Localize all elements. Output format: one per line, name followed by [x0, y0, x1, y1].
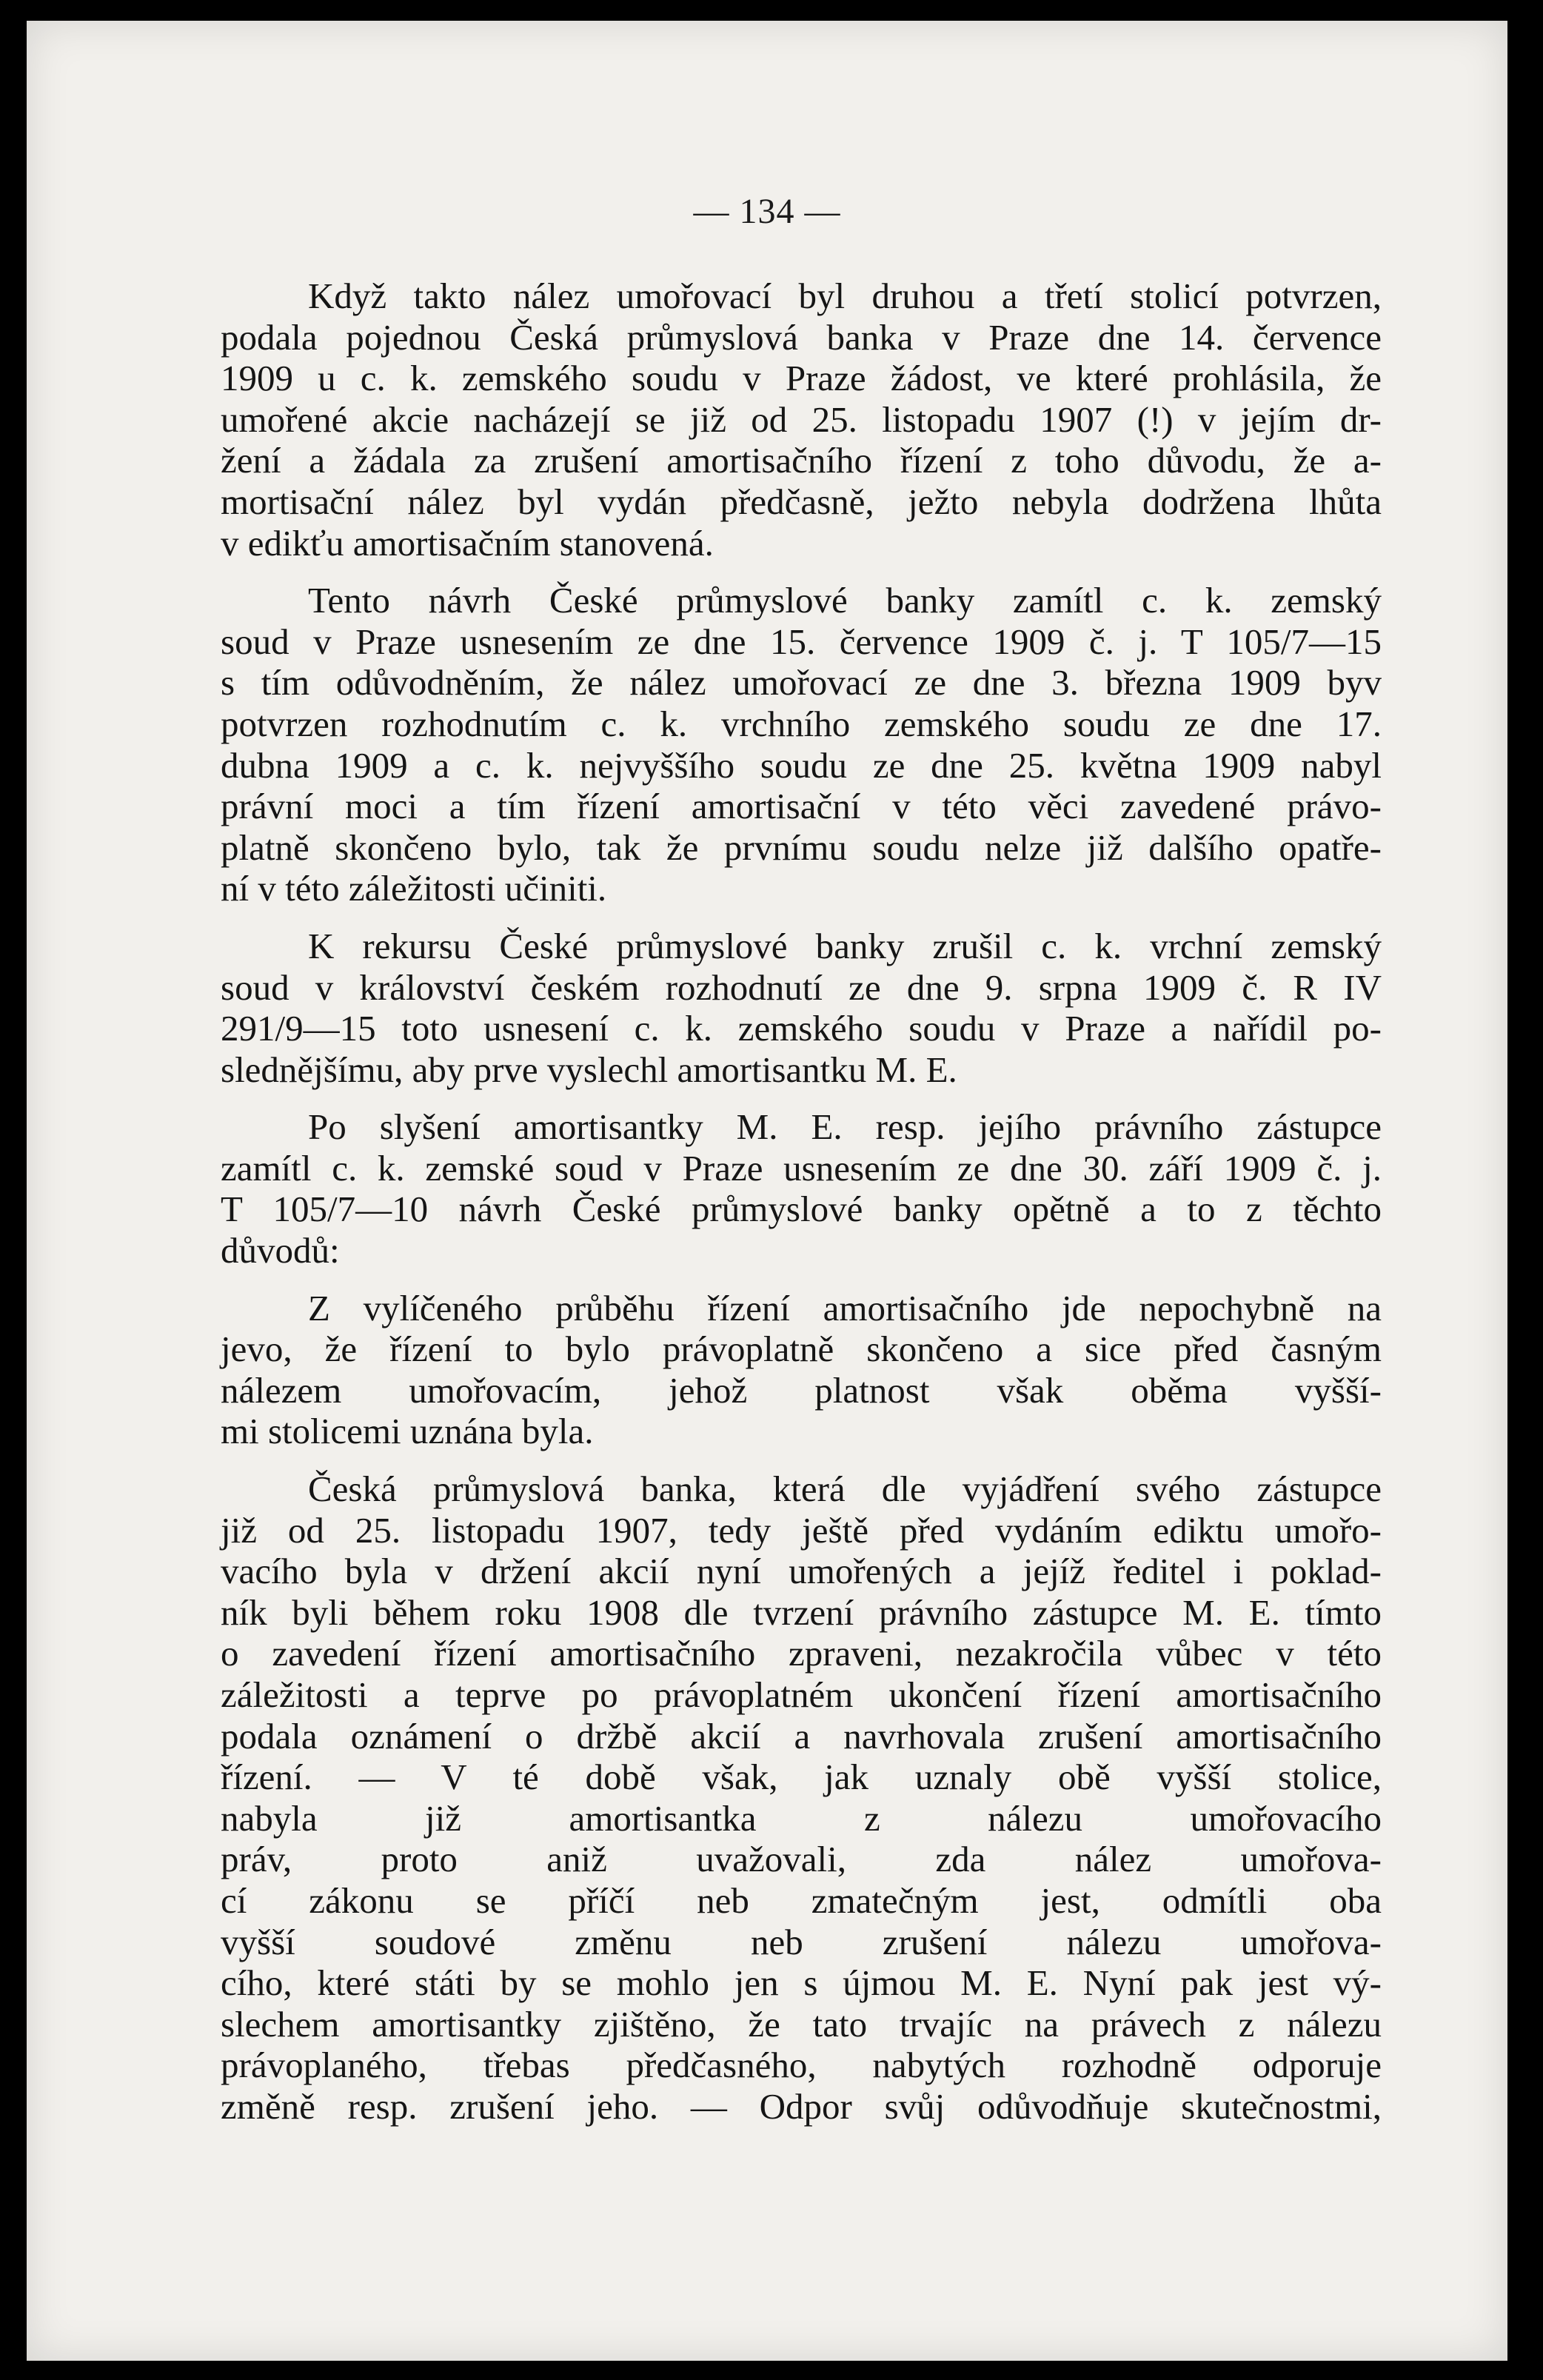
- text-line: důvodů:: [221, 1230, 340, 1271]
- book-page: [27, 21, 1507, 2361]
- text-line: vacího byla v držení akcií nyní umořených a jejíž ředitel i poklad-: [221, 1551, 1382, 1592]
- paragraph-gap: [221, 564, 1382, 580]
- text-line: mortisační nález byl vydán předčasně, ježto nebyla dodržena lhůta: [221, 481, 1382, 522]
- text-line: soud v Praze usnesením ze dne 15. července 1909 č. j. T 105/7—15: [221, 621, 1382, 662]
- text-line: umořené akcie nacházejí se již od 25. listopadu 1907 (!) v jejím dr-: [221, 398, 1382, 440]
- page-number: — 134 —: [693, 192, 841, 231]
- text-line: cího, které státi by se mohlo jen s újmou M. E. Nyní pak jest vý-: [221, 1962, 1382, 2004]
- text-line: nálezem umořovacím, jehož platnost však oběma vyšší-: [221, 1369, 1382, 1411]
- text-line: Když takto nález umořovací byl druhou a třetí stolicí potvrzen,: [308, 275, 1382, 316]
- text-line: dubna 1909 a c. k. nejvyššího soudu ze dne 25. května 1909 nabyl: [221, 744, 1382, 786]
- text-line: změně resp. zrušení jeho. — Odpor svůj odůvodňuje skutečnostmi,: [221, 2085, 1382, 2127]
- text-line: v edikťu amortisačním stanovená.: [221, 522, 714, 564]
- text-line: jevo, že řízení to bylo právoplatně skončeno a sice před časným: [221, 1328, 1382, 1370]
- text-line: slednějšímu, aby prve vyslechl amortisantku M. E.: [221, 1049, 957, 1090]
- text-line: soud v království českém rozhodnutí ze dne 9. srpna 1909 č. R IV: [221, 966, 1382, 1008]
- text-line: T 105/7—10 návrh České průmyslové banky opětně a to z těchto: [221, 1189, 1382, 1230]
- text-line: ník byli během roku 1908 dle tvrzení právního zástupce M. E. tímto: [221, 1591, 1382, 1633]
- paragraph-gap: [221, 1271, 1382, 1288]
- text-line: Tento návrh České průmyslové banky zamítl c. k. zemský: [308, 580, 1382, 621]
- text-line: Po slyšení amortisantky M. E. resp. jejího právního zástupce: [308, 1106, 1382, 1148]
- text-line: ní v této záležitosti učiniti.: [221, 868, 607, 909]
- text-line: podala oznámení o držbě akcií a navrhovala zrušení amortisačního: [221, 1715, 1382, 1756]
- text-line: 1909 u c. k. zemského soudu v Praze žádost, ve které prohlásila, že: [221, 358, 1382, 399]
- text-line: slechem amortisantky zjištěno, že tato trvajíc na právech z nálezu: [221, 2003, 1382, 2045]
- text-line: potvrzen rozhodnutím c. k. vrchního zemského soudu ze dne 17.: [221, 703, 1382, 744]
- paragraph-gap: [221, 909, 1382, 926]
- text-line: Česká průmyslová banka, která dle vyjádření svého zástupce: [308, 1468, 1382, 1510]
- paragraph-gap: [221, 1452, 1382, 1468]
- text-line: s tím odůvodněním, že nález umořovací ze dne 3. března 1909 byv: [221, 662, 1382, 703]
- text-line: cí zákonu se příčí neb zmatečným jest, odmítli oba: [221, 1879, 1382, 1921]
- text-line: řízení. — V té době však, jak uznaly obě vyšší stolice,: [221, 1756, 1382, 1798]
- text-line: platně skončeno bylo, tak že prvnímu soudu nelze již dalšího opatře-: [221, 826, 1382, 868]
- text-line: záležitosti a teprve po právoplatném ukončení řízení amortisačního: [221, 1674, 1382, 1715]
- text-line: nabyla již amortisantka z nálezu umořovacího: [221, 1797, 1382, 1839]
- text-line: žení a žádala za zrušení amortisačního řízení z toho důvodu, že a-: [221, 440, 1382, 481]
- text-line: podala pojednou Česká průmyslová banka v Praze dne 14. července: [221, 316, 1382, 358]
- body-text: [221, 275, 1382, 2127]
- text-line: o zavedení řízení amortisačního zpraveni, nezakročila vůbec v této: [221, 1633, 1382, 1674]
- text-line: zamítl c. k. zemské soud v Praze usnesením ze dne 30. září 1909 č. j.: [221, 1147, 1382, 1189]
- text-line: vyšší soudové změnu neb zrušení nálezu umořova-: [221, 1921, 1382, 1962]
- text-line: právní moci a tím řízení amortisační v této věci zavedené právo-: [221, 786, 1382, 827]
- text-line: K rekursu České průmyslové banky zrušil c. k. vrchní zemský: [308, 925, 1382, 966]
- text-line: práv, proto aniž uvažovali, zda nález umořova-: [221, 1839, 1382, 1880]
- text-line: právoplaného, třebas předčasného, nabytých rozhodně odporuje: [221, 2045, 1382, 2086]
- text-line: 291/9—15 toto usnesení c. k. zemského soudu v Praze a nařídil po-: [221, 1008, 1382, 1049]
- text-line: Z vylíčeného průběhu řízení amortisačního jde nepochybně na: [308, 1287, 1382, 1328]
- paragraph-gap: [221, 1090, 1382, 1106]
- text-line: mi stolicemi uznána byla.: [221, 1411, 594, 1452]
- text-line: již od 25. listopadu 1907, tedy ještě před vydáním ediktu umořo-: [221, 1509, 1382, 1551]
